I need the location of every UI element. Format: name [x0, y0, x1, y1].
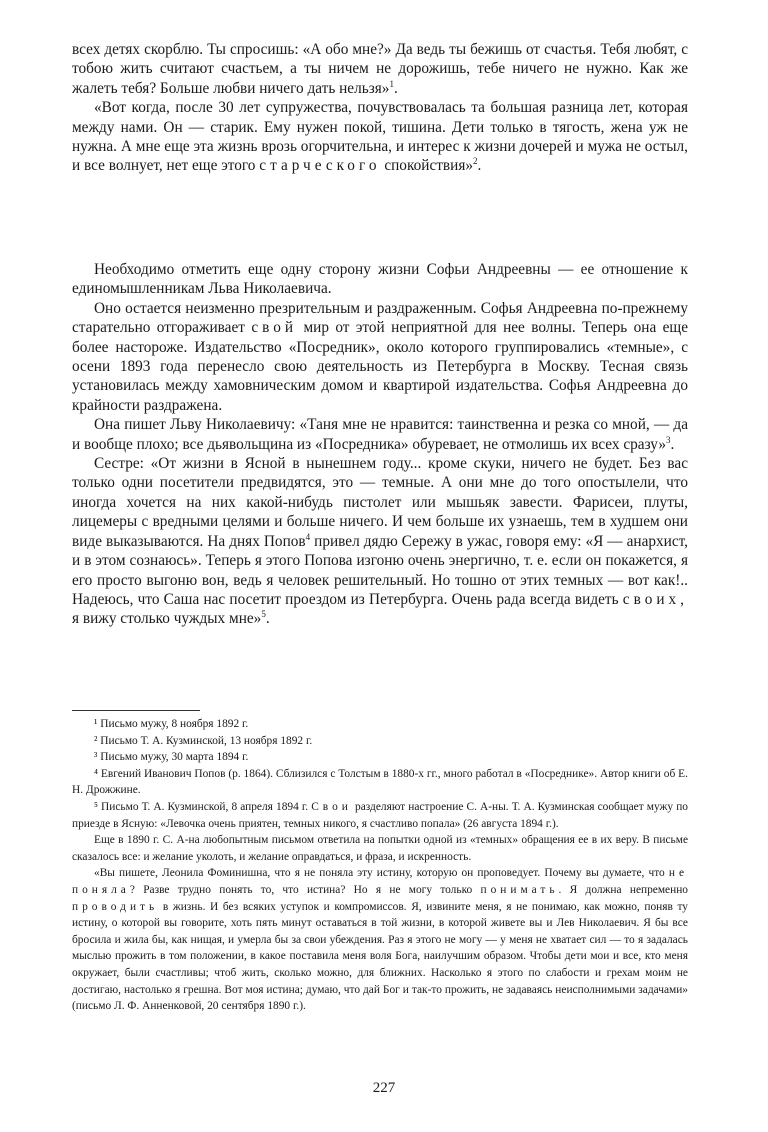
footnote-7-spaced-2: понимать: [480, 883, 559, 896]
quote-paragraph-1: [72, 40, 688, 98]
body-paragraph-2: [72, 299, 688, 415]
footnote-5-spaced: Свои: [311, 800, 352, 813]
footnote-ref-5: 5: [261, 609, 266, 620]
body-p2-text-b: мир от этой неприятной для нее волны. Теперь она еще более настороже. Издательство «Посредник», около которого группировались «темные», с осени 1893 года перенесло свою деятельность из Петербурга в Москву. Тесная связь установилась между хамовническим домом и квартирой издательства. Софья Андреевна до крайности раздражена.: [72, 319, 688, 414]
body-paragraph-3: Она пишет Льву Николаевичу: «Таня мне не нравится: таинственна и резка со мной, — да и вообще плохо; все дьявольщина из «Посредника» обуревает, не отмолишь их всех сразу»$^3$.: [72, 416, 688, 453]
body-paragraph-4: Сестре: «От жизни в Ясной в нынешнем году... кроме скуки, ничего не будет. Без вас только одни посетители предвидятся, это — темные. А они мне до того опостылели, что иногда хочется на них какой-нибудь пистолет или мышьяк завести. Фарисеи, плуты, лицемеры с вредными целями и больше ничего. И чем больше их узнаешь, тем в худшем они виде выказываются. На днях Попов$^4$ привел дядю Сережу в ужас, говоря ему: «Я — анархист, и в этом сознаюсь». Теперь я этого Попова изгоню очень энергично, т. е. если он покажется, я его просто выгоню вон, ведь я человек решительный. Но тошно от этих темных — вот как!.. Надеюсь, что Саша нас посетит проездом из Петербурга. Очень рада всегда видеть своих, я вижу столько чуждых мне»$^5$.: [72, 455, 689, 628]
footnote-7-text-c: . Я должна непременно: [558, 883, 688, 896]
body-p4-text-b: привел дядю Сережу в ужас, говоря ему: «Я — анархист, и в этом сознаюсь». Теперь я этого Попова изгоню очень энергично, т. е. если он покажется, я его просто выгоню вон, ведь я человек решительный. Но тошно от этих темных — вот как!.. Надеюсь, что Саша нас посетит проездом из Петербурга. Очень рада всегда видеть: [72, 532, 689, 608]
footnote-3: [72, 749, 688, 766]
quote-1-end: .: [393, 79, 398, 97]
quote-paragraph-2: [72, 98, 688, 176]
footnote-7-text-d: в жизнь. И без всяких уступок и компромиссов. Я, извините меня, я не понимаю, как можно, поняв ту истину, о которой вы говорите, хоть пять минут оставаться в той жизни, в которой живете вы и Лев Николаевич. Я бы все бросила и жила бы, как нищая, и умерла бы за свои убеждения. Раз я этого не могу — у меня не хватает сил — то я задалась мыслью прожить в том положении, в какое поставила меня воля Бога, наилучшим образом. Чтобы дети мои и все, кто меня окружает, были счастливы; чтоб жить, сколько можно, для ближних. Насколько я этого по слабости и грехам моим не достигаю, настолько я грешна. Вот моя истина; думаю, что дай Бог и так-то прожить, не задаваясь неисполнимыми задачами» (письмо Л. Ф. Анненковой, 20 сентября 1890 г.).: [72, 900, 688, 1013]
footnote-ref-1: 1: [389, 78, 394, 89]
footnote-4: [72, 766, 688, 799]
footnote-7-spaced-3: проводить: [72, 900, 159, 913]
quote-2-spaced: старческого: [259, 157, 381, 175]
body-p3-text: Она пишет Льву Николаевичу: «Таня мне не нравится: таинственна и резка со мной, — да и вообще плохо; все дьявольщина из «Посредника» обуревает, не отмолишь их всех сразу»: [72, 416, 688, 453]
quote-2-tail: спокойствия»: [380, 157, 474, 175]
body-paragraph-1: [72, 260, 688, 299]
footnotes: [72, 716, 688, 1015]
body-p1-text: Необходимо отметить еще одну сторону жизни Софьи Андреевны — ее отношение к единомышленникам Льва Николаевича.: [72, 261, 688, 298]
footnote-7-spaced-1: не поняла: [72, 867, 688, 896]
footnote-divider: [72, 710, 200, 711]
body-text: [72, 260, 688, 629]
footnote-5: [72, 799, 688, 832]
footnote-6-text: Еще в 1890 г. С. А-на любопытным письмом ответила на попытки одной из «темных» обращения ее в их веру. В письме сказалось все: и желание уколоть, и желание оправдаться, и фраза, и искренность.: [72, 834, 688, 863]
footnote-7-text-a: «Вы пишете, Леонила Фоминишна, что я не поняла эту истину, которую он проповедует. Почему вы думаете, что: [94, 867, 669, 880]
body-p2-spaced: свой: [251, 319, 298, 337]
footnote-7: [72, 865, 688, 1014]
body-p4-spaced: своих,: [622, 590, 688, 608]
footnote-1-text: ¹ Письмо мужу, 8 ноября 1892 г.: [94, 718, 249, 730]
footnote-ref-3: 3: [666, 434, 671, 445]
footnote-6: [72, 832, 688, 865]
footnote-5-text-b: разделяют настроение С. А-ны. Т. А. Кузминская сообщает мужу по приезде в Ясную: «Левочка очень приятен, темных никого, я счастливо попала» (26 августа 1894 г.).: [72, 800, 689, 830]
quoted-passage: [72, 40, 688, 176]
quote-1-text: всех детях скорблю. Ты спросишь: «А обо мне?» Да ведь ты бежишь от счастья. Тебя любят, с тобою жить считают счастьем, а ты ничем не дорожишь, тебе ничего не нужно. Как же жалеть тебя? Больше любви ничего дать нельзя»: [72, 41, 688, 97]
footnote-5-text-a: ⁵ Письмо Т. А. Кузминской, 8 апреля 1894 г.: [94, 800, 312, 813]
footnote-ref-4: 4: [305, 531, 311, 542]
footnote-1: [72, 716, 688, 733]
footnote-ref-2: 2: [473, 156, 478, 167]
footnote-7-text-b: ? Разве трудно понять то, что истина? Но я не могу только: [129, 883, 481, 896]
footnote-3-text: ³ Письмо мужу, 30 марта 1894 г.: [94, 751, 249, 764]
body-p4-text-a: Сестре: «От жизни в Ясной в нынешнем году... кроме скуки, ничего не будет. Без вас только одни посетители предвидятся, это — темные. А они мне до того опостылели, что иногда хочется на них какой-нибудь пистолет или мышьяк завести. Фарисеи, плуты, лицемеры с вредными целями и больше ничего. И чем больше их узнаешь, тем в худшем они виде выказываются. На днях Попов: [72, 455, 688, 550]
quote-2-text: «Вот когда, после 30 лет супружества, почувствовалась та большая разница лет, которая между нами. Он — старик. Ему нужен покой, тишина. Дети только в тягость, жена уж не нужна. А мне еще эта жизнь врозь огорчительна, и интерес к жизни дочерей и мужа не остыл, и все волнует, нет еще этого: [72, 99, 688, 175]
quote-2-end: .: [477, 157, 482, 175]
footnote-2-text: ² Письмо Т. А. Кузминской, 13 ноября 1892 г.: [94, 734, 313, 747]
body-p4-text-c: я вижу столько чуждых мне»: [72, 610, 262, 628]
body-p2-text-a: Оно остается неизменно презрительным и раздраженным. Софья Андреевна по-прежнему старательно отгораживает: [72, 299, 688, 337]
footnote-2: [72, 733, 688, 750]
footnote-4-text: ⁴ Евгений Иванович Попов (р. 1864). Сблизился с Толстым в 1880-х гг., много работал в «Посреднике». Автор книги об Е. Н. Дрожжине.: [72, 767, 688, 797]
page-number: 227: [372, 1080, 396, 1096]
